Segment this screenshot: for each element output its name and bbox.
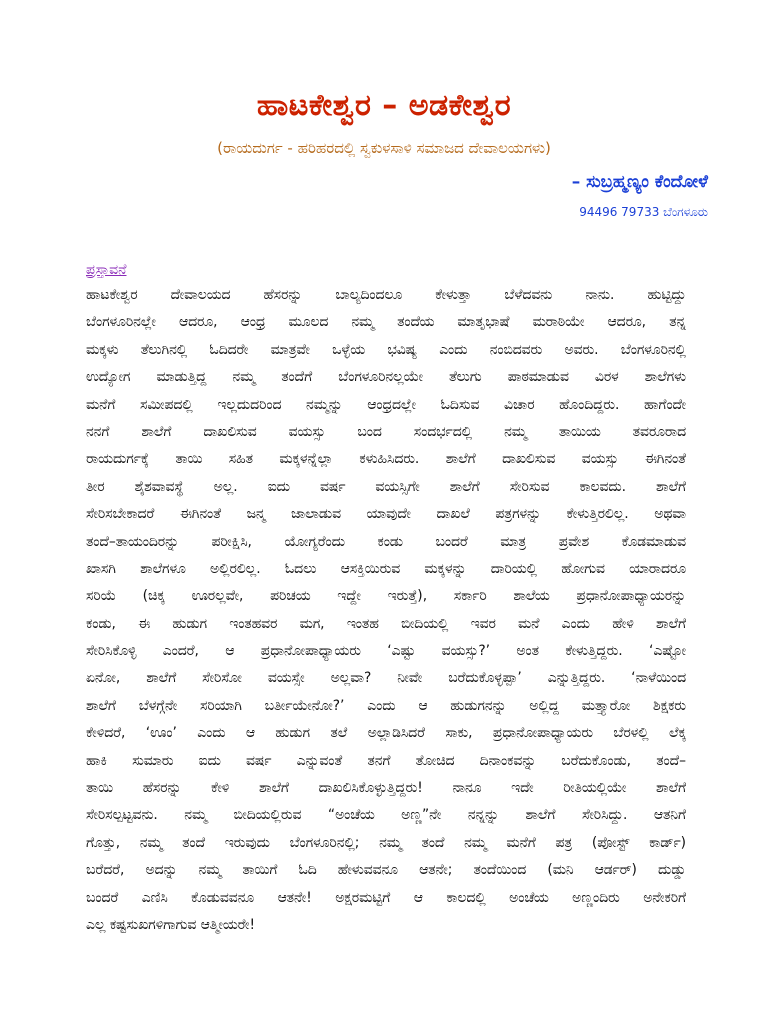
body-line: ಮಕ್ಕಳು ತೆಲುಗಿನಲ್ಲಿ ಓದಿದರೇ ಮಾತ್ರವೇ ಒಳ್ಳೆಯ ಭವಿಷ್ಯ ಎಂದು ನಂಬಿದವರು ಅವರು. ಬೆಂಗಳೂರಿನಲ್ಲಿ (86, 341, 686, 358)
body-line: ಹಾಟಕೇಶ್ವರ ದೇವಾಲಯದ ಹೆಸರನ್ನು ಬಾಲ್ಯದಿಂದಲೂ ಕೇಳುತ್ತಾ ಬೆಳೆದವನು ನಾನು. ಹುಟ್ಟಿದ್ದು (86, 287, 686, 303)
body-line: ಕಂಡು, ಈ ಹುಡುಗ ಇಂತಹವರ ಮಗ, ಇಂತಹ ಬೀದಿಯಲ್ಲಿ ಇವರ ಮನೆ ಎಂದು ಹೇಳಿ ಶಾಲೆಗೆ (86, 615, 686, 632)
body-line: ಸೇರಿಸಿಕೊಳ್ಳಿ ಎಂದರೆ, ಆ ಪ್ರಧಾನೋಪಾಧ್ಯಾಯರು ‘ಎಷ್ಟು ವಯಸ್ಸು?’ ಅಂತ ಕೇಳುತ್ತಿದ್ದರು. ‘ಎಷ್ಟೋ (86, 643, 686, 660)
body-line: ಸರಿಯೆ (ಚಿಕ್ಕ ಊರಲ್ಲವೇ, ಪರಿಚಯ ಇದ್ದೇ ಇರುತ್ತೆ), ಸರ್ಕಾರಿ ಶಾಲೆಯ ಪ್ರಧಾನೋಪಾಧ್ಯಾಯರನ್ನು (86, 588, 686, 605)
body-line: ಮನೆಗೆ ಸಮೀಪದಲ್ಲಿ ಇಲ್ಲದುದರಿಂದ ನಮ್ಮನ್ನು ಆಂಧ್ರದಲ್ಲೇ ಓದಿಸುವ ವಿಚಾರ ಹೊಂದಿದ್ದರು. ಹಾಗೆಂದೇ (86, 396, 686, 413)
body-line: ಗೊತ್ತು, ನಮ್ಮ ತಂದೆ ಇರುವುದು ಬೆಂಗಳೂರಿನಲ್ಲಿ; ನಮ್ಮ ತಂದೆ ನಮ್ಮ ಮನೆಗೆ ಪತ್ರ (ಪೋಸ್ಟ್ ಕಾರ್ಡ್) (86, 834, 686, 851)
document-subtitle: (ರಾಯದುರ್ಗ - ಹರಿಹರದಲ್ಲಿ ಸ್ವಕುಳಸಾಳಿ ಸಮಾಜದ ದೇವಾಲಯಗಳು) (217, 139, 551, 157)
body-line: ಖಾಸಗಿ ಶಾಲೆಗಳೂ ಅಲ್ಲಿರಲಿಲ್ಲ. ಓದಲು ಆಸಕ್ತಿಯಿರುವ ಮಕ್ಕಳನ್ನು ದಾರಿಯಲ್ಲಿ ಹೋಗುವ ಯಾರಾದರೂ (86, 560, 686, 577)
body-line: ತಂದೆ–ತಾಯಂದಿರನ್ನು ಪರೀಕ್ಷಿಸಿ, ಯೋಗ್ಯರೆಂದು ಕಂಡು ಬಂದರೆ ಮಾತ್ರ ಪ್ರವೇಶ ಕೊಡಮಾಡುವ (86, 533, 686, 550)
body-line: ತಾಯಿ ಹೆಸರನ್ನು ಕೇಳಿ ಶಾಲೆಗೆ ದಾಖಲಿಸಿಕೊಳ್ಳುತ್ತಿದ್ದರು! ನಾನೂ ಇದೇ ರೀತಿಯಲ್ಲಿಯೇ ಶಾಲೆಗೆ (86, 780, 686, 797)
body-line: ರಾಯದುರ್ಗಕ್ಕೆ ತಾಯಿ ಸಹಿತ ಮಕ್ಕಳನ್ನೆಲ್ಲಾ ಕಳುಹಿಸಿದರು. ಶಾಲೆಗೆ ದಾಖಲಿಸುವ ವಯಸ್ಸು ಈಗಿನಂತೆ (86, 451, 686, 468)
body-line: ಹಾಕಿ ಸುಮಾರು ಐದು ವರ್ಷ ಎನ್ನುವಂತೆ ತನಗೆ ತೋಚಿದ ದಿನಾಂಕವನ್ನು ಬರೆದುಕೊಂಡು, ತಂದೆ– (86, 752, 686, 769)
body-line: ಸೇರಿಸಲ್ಪಟ್ಟವನು. ನಮ್ಮ ಬೀದಿಯಲ್ಲಿರುವ “ಅಂಚೆಯ ಅಣ್ಣ”ನೇ ನನ್ನನ್ನು ಶಾಲೆಗೆ ಸೇರಿಸಿದ್ದು. ಆತನಿಗೆ (86, 807, 686, 824)
body-line: ಏನೋ, ಶಾಲೆಗೆ ಸೇರಿಸೋ ವಯಸ್ಸೇ ಅಲ್ಲವಾ? ನೀವೇ ಬರೆದುಕೊಳ್ಳಪ್ಪಾ’ ಎನ್ನುತ್ತಿದ್ದರು. ‘ನಾಳೆಯಿಂದ (86, 670, 686, 687)
body-line: ಬೆಂಗಳೂರಿನಲ್ಲೇ ಆದರೂ, ಆಂಧ್ರ ಮೂಲದ ನಮ್ಮ ತಂದೆಯ ಮಾತೃಭಾಷೆ ಮರಾಠಿಯೇ ಆದರೂ, ತನ್ನ (86, 314, 686, 331)
author-phone-city: 94496 79733 ಬೆಂಗಳೂರು (579, 205, 708, 219)
body-line: ನನಗೆ ಶಾಲೆಗೆ ದಾಖಲಿಸುವ ವಯಸ್ಸು ಬಂದ ಸಂದರ್ಭದಲ್ಲಿ ನಮ್ಮ ತಾಯಿಯ ತವರೂರಾದ (86, 423, 686, 440)
body-line: ಎಲ್ಲ ಕಷ್ಟಸುಖಗಳಿಗಾಗುವ ಆತ್ಮೀಯರೇ! (86, 916, 255, 933)
author-name: – ಸುಬ್ರಹ್ಮಣ್ಯಂ ಕೆಂದೋಳೆ (571, 172, 708, 192)
body-line: ಕೇಳಿದರೆ, ‘ಊಂ’ ಎಂದು ಆ ಹುಡುಗ ತಲೆ ಅಲ್ಲಾಡಿಸಿದರೆ ಸಾಕು, ಪ್ರಧಾನೋಪಾಧ್ಯಾಯರು ಬೆರಳಲ್ಲಿ ಲೆಕ್ಕ (86, 725, 686, 742)
body-text (86, 282, 686, 939)
body-line: ಬರೆದರೆ, ಅದನ್ನು ನಮ್ಮ ತಾಯಿಗೆ ಓದಿ ಹೇಳುವವನೂ ಆತನೇ; ತಂದೆಯಿಂದ (ಮನಿ ಆರ್ಡರ್) ದುಡ್ಡು (86, 862, 686, 879)
body-line: ಬಂದರೆ ಎಣಿಸಿ ಕೊಡುವವನೂ ಆತನೇ! ಅಕ್ಷರಮಟ್ಟಿಗೆ ಆ ಕಾಲದಲ್ಲಿ ಅಂಚೆಯ ಅಣ್ಣಂದಿರು ಅನೇಕರಿಗೆ (86, 889, 686, 906)
body-line: ಶಾಲೆಗೆ ಬೆಳಗ್ಗೆನೇ ಸರಿಯಾಗಿ ಬರ್ತೀಯೇನೋ?’ ಎಂದು ಆ ಹುಡುಗನನ್ನು ಅಲ್ಲಿದ್ದ ಮತ್ತ್ಯಾರೋ ಶಿಕ್ಷಕರು (86, 697, 686, 714)
body-line: ತೀರ ಶೈಶವಾವಸ್ಥೆ ಅಲ್ಲ. ಐದು ವರ್ಷ ವಯಸ್ಸಿಗೇ ಶಾಲೆಗೆ ಸೇರಿಸುವ ಕಾಲವದು. ಶಾಲೆಗೆ (86, 478, 686, 495)
body-line: ಸೇರಿಸಬೇಕಾದರೆ ಈಗಿನಂತೆ ಜನ್ಮ ಜಾಲಾಡುವ ಯಾವುದೇ ದಾಖಲೆ ಪತ್ರಗಳನ್ನು ಕೇಳುತ್ತಿರಲಿಲ್ಲ. ಅಥವಾ (86, 506, 686, 523)
section-heading: ಪ್ರಸ್ತಾವನೆ (86, 262, 127, 278)
document-title: ಹಾಟಕೇಶ್ವರ – ಅಡಕೇಶ್ವರ (256, 88, 512, 123)
body-line: ಉದ್ಯೋಗ ಮಾಡುತ್ತಿದ್ದ ನಮ್ಮ ತಂದೆಗೆ ಬೆಂಗಳೂರಿನಲ್ಲಯೇ ತೆಲುಗು ಪಾಠಮಾಡುವ ವಿರಳ ಶಾಲೆಗಳು (86, 369, 686, 386)
